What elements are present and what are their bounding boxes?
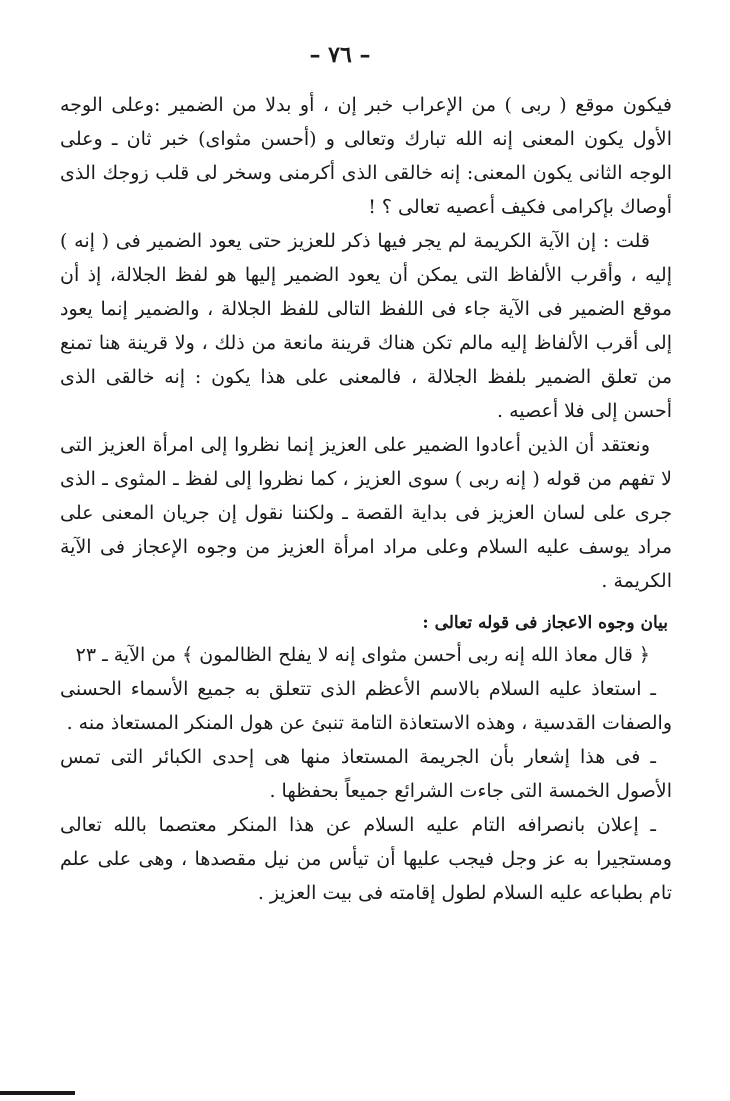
paragraph-3: ونعتقد أن الذين أعادوا الضمير على العزيز إنما نظروا إلى امرأة العزيز التى لا تفهم من قوله ( إنه ربى ) سوى العزيز ، كما نظروا إلى لفظ ـ المثوى ـ الذى جرى على لسان العزيز فى بداية القصة ـ ولكننا نقول إن جريان المعنى على مراد يوسف عليه السلام وعلى مراد امرأة العزيز من وجوه الإعجاز فى الآية الكريمة . — [60, 434, 672, 592]
quranic-verse: ﴿ قال معاذ الله إنه ربى أحسن مثواى إنه لا يفلح الظالمون ﴾ من الآية ـ ٢٣ — [75, 644, 650, 666]
paragraph-1: فيكون موقع ( ربى ) من الإعراب خبر إن ، أو بدلا من الضمير :وعلى الوجه الأول يكون المعنى إنه الله تبارك وتعالى و (أحسن مثواى) خبر ثان ـ وعلى الوجه الثانى يكون المعنى: إنه خالقى الذى أكرمنى وسخر لى قلب زوجك الذى أوصاك بإكرامى فكيف أعصيه تعالى ؟ ! — [60, 94, 672, 218]
bullet-1: ـ استعاذ عليه السلام بالاسم الأعظم الذى تتعلق به جميع الأسماء الحسنى والصفات القدسية ، وهذه الاستعاذة التامة تنبئ عن هول المنكر المستعاذ منه . — [60, 678, 672, 734]
page-body — [60, 88, 672, 910]
bullet-2: ـ فى هذا إشعار بأن الجريمة المستعاذ منها هى إحدى الكبائر التى تمس الأصول الخمسة التى جاءت الشرائع جميعاً بحفظها . — [60, 746, 672, 802]
page-number: – ٧٦ – — [309, 42, 371, 68]
paragraph-2: قلت : إن الآية الكريمة لم يجر فيها ذكر للعزيز حتى يعود الضمير فى ( إنه ) إليه ، وأقرب الألفاظ التى يمكن أن يعود الضمير إليها هو لفظ الجلالة، إذ أن موقع الضمير فى الآية جاء فى اللفظ التالى للفظ الجلالة ، والضمير إنما يعود إلى أقرب الألفاظ إليه مالم تكن هناك قرينة مانعة من ذلك ، ولا قرينة هنا تمنع من تعلق الضمير بلفظ الجلالة ، فالمعنى على هذا يكون : إنه خالقى الذى أحسن إلى فلا أعصيه . — [60, 230, 672, 422]
bullet-3: ـ إعلان بانصرافه التام عليه السلام عن هذا المنكر معتصما بالله تعالى ومستجيرا به عز وجل فيجب عليها أن تيأس من نيل مقصدها ، وهى على علم تام بطباعه عليه السلام لطول إقامته فى بيت العزيز . — [60, 814, 672, 904]
footer-rule — [0, 1091, 75, 1095]
section-gap — [60, 598, 672, 608]
section-heading: بيان وجوه الاعجاز فى قوله تعالى : — [422, 613, 668, 633]
